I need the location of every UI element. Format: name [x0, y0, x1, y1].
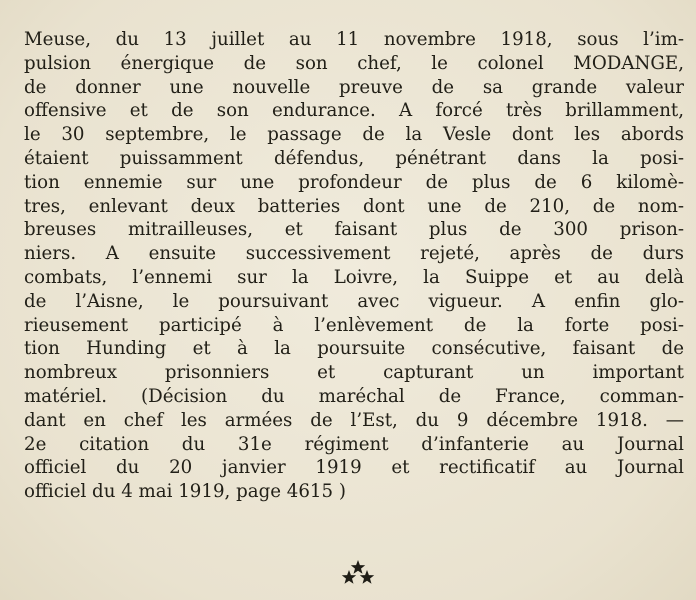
text-line-16: matériel. (Décision du maréchal de France, comman- [24, 385, 684, 407]
text-line-5: le 30 septembre, le passage de la Vesle dont les abords [24, 124, 684, 146]
text-line-19: officiel du 20 janvier 1919 et rectificatif au Journal [24, 457, 684, 479]
text-line-3: de donner une nouvelle preuve de sa grande valeur [24, 76, 684, 98]
text-line-12: de l’Aisne, le poursuivant avec vigueur. A enfin glo- [24, 290, 684, 312]
citation-text [24, 28, 684, 504]
text-line-8: tres, enlevant deux batteries dont une de 210, de nom- [24, 195, 684, 217]
text-line-13: rieusement participé à l’enlèvement de la forte posi- [24, 314, 684, 336]
text-line-2: pulsion énergique de son chef, le colonel MODANGE, [24, 52, 684, 74]
asterism-ornament-icon [340, 559, 376, 585]
text-line-1: Meuse, du 13 juillet au 11 novembre 1918, sous l’im- [24, 29, 684, 50]
text-line-9: breuses mitrailleuses, et faisant plus de 300 prison- [24, 219, 684, 241]
text-line-11: combats, l’ennemi sur la Loivre, la Suippe et au delà [24, 266, 684, 288]
text-line-14: tion Hunding et à la poursuite consécutive, faisant de [24, 338, 684, 360]
text-line-10: niers. A ensuite successivement rejeté, après de durs [24, 243, 684, 265]
text-line-6: étaient puissamment défendus, pénétrant dans la posi- [24, 147, 684, 169]
text-line-4: offensive et de son endurance. A forcé très brillamment, [24, 100, 684, 122]
text-line-20: officiel du 4 mai 1919, page 4615 ) [24, 481, 346, 503]
text-line-18: 2e citation du 31e régiment d’infanterie au Journal [24, 433, 684, 455]
text-line-17: dant en chef les armées de l’Est, du 9 décembre 1918. — [24, 409, 684, 431]
text-line-15: nombreux prisonniers et capturant un important [24, 362, 684, 384]
text-line-7: tion ennemie sur une profondeur de plus de 6 kilomè- [24, 171, 684, 193]
